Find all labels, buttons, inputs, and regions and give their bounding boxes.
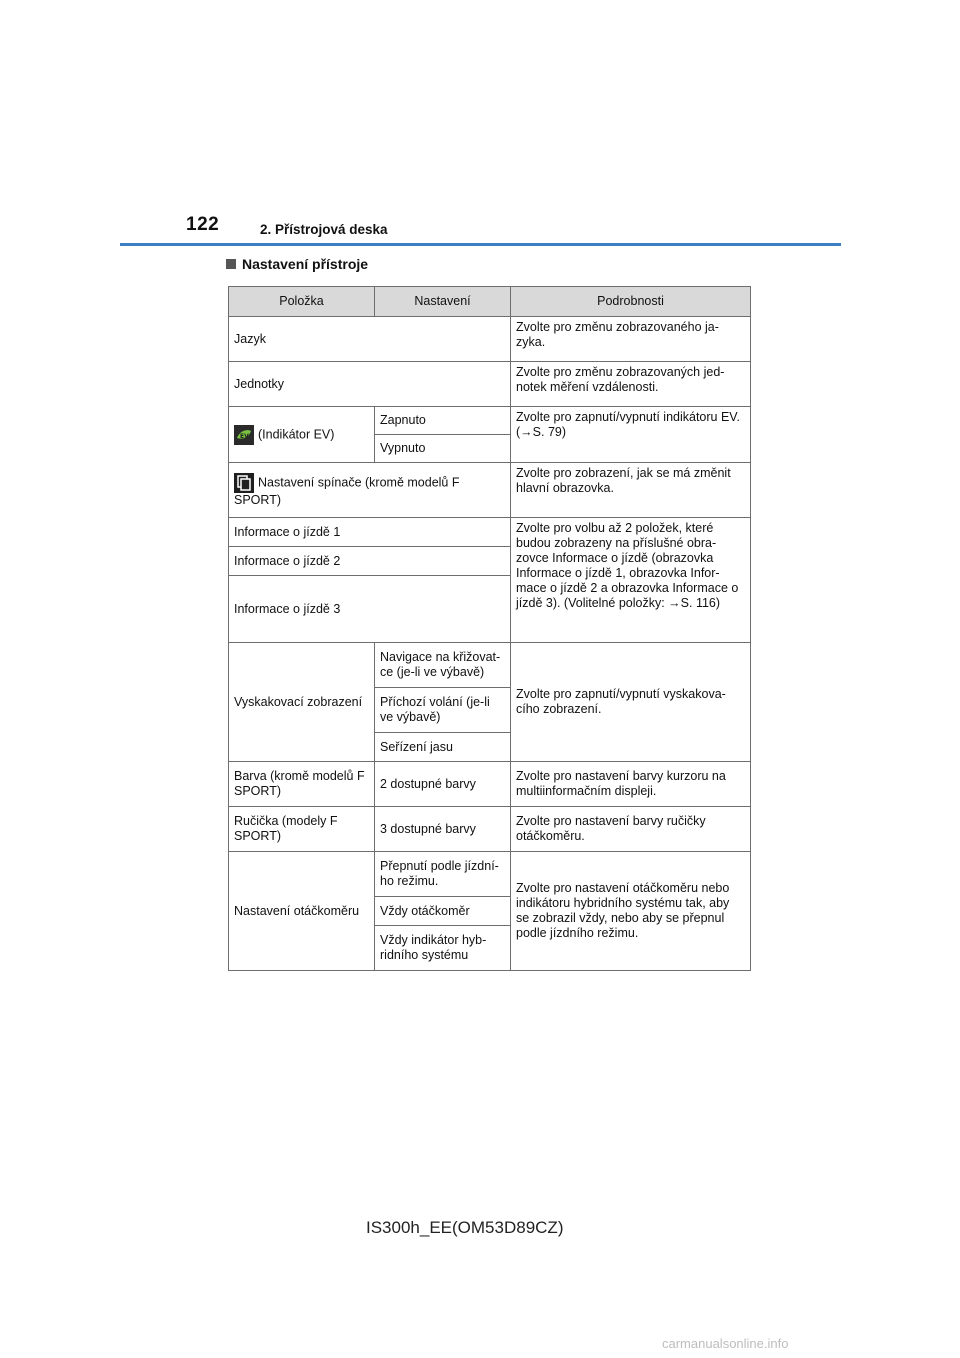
setting-cell: 2 dostupné barvy <box>375 762 511 807</box>
setting-cell: Navigace na křižovat-ce (je-li ve výbavě) <box>375 643 511 688</box>
column-header-item: Položka <box>229 287 375 317</box>
table-row-trip-info-1 <box>229 518 751 547</box>
ev-indicator-icon <box>234 425 254 445</box>
table-row-switch-settings <box>229 463 751 518</box>
svg-text:EV: EV <box>240 432 249 440</box>
details-cell: Zvolte pro zapnutí/vypnutí vyskakova-cího zobrazení. <box>511 643 751 762</box>
details-cell: Zvolte pro nastavení barvy ručičky otáčkoměru. <box>511 807 751 852</box>
item-cell: Jazyk <box>229 317 511 362</box>
details-cell: Zvolte pro nastavení barvy kurzoru na multiinformačním displeji. <box>511 762 751 807</box>
item-cell: Informace o jízdě 3 <box>229 576 511 643</box>
column-header-setting: Nastavení <box>375 287 511 317</box>
header-rule <box>120 243 841 246</box>
item-cell: Vyskakovací zobrazení <box>229 643 375 762</box>
setting-cell: Příchozí volání (je-li ve výbavě) <box>375 688 511 733</box>
page-number: 122 <box>186 214 220 235</box>
setting-cell: Zapnuto <box>375 407 511 435</box>
table-row-tacho-drive-mode <box>229 852 751 897</box>
details-cell: Zvolte pro změnu zobrazovaného ja-zyka. <box>511 317 751 362</box>
item-cell: Nastavení otáčkoměru <box>229 852 375 971</box>
item-cell: Barva (kromě modelů F SPORT) <box>229 762 375 807</box>
table-row-needle <box>229 807 751 852</box>
setting-cell: Vždy otáčkoměr <box>375 897 511 926</box>
settings-table <box>228 286 751 971</box>
table-row-popup-navigation <box>229 643 751 688</box>
ev-indicator-label: (Indikátor EV) <box>258 426 335 441</box>
item-cell <box>229 407 375 463</box>
details-cell: Zvolte pro volbu až 2 položek, které budou zobrazeny na příslušné obra-zovce Informace o jízdě (obrazovka Informace o jízdě 1, obrazovka Infor-mace o jízdě 2 a obrazovka Informace o jízdě 3). (Volitelné položky: →S. 116) <box>511 518 751 643</box>
section-heading <box>226 256 368 272</box>
item-cell <box>229 463 511 518</box>
watermark: carmanualsonline.info <box>662 1336 789 1351</box>
table-row-units <box>229 362 751 407</box>
section-heading-text: Nastavení přístroje <box>242 256 369 272</box>
square-bullet-icon <box>226 259 236 269</box>
column-header-details: Podrobnosti <box>511 287 751 317</box>
document-code: IS300h_EE(OM53D89CZ) <box>366 1218 564 1237</box>
setting-cell: Seřízení jasu <box>375 733 511 762</box>
item-cell: Ručička (modely F SPORT) <box>229 807 375 852</box>
details-cell: Zvolte pro změnu zobrazovaných jed-notek měření vzdálenosti. <box>511 362 751 407</box>
details-cell: Zvolte pro zobrazení, jak se má změnit hlavní obrazovka. <box>511 463 751 518</box>
item-cell: Informace o jízdě 1 <box>229 518 511 547</box>
chapter-title: 2. Přístrojová deska <box>260 222 388 237</box>
setting-cell: Vždy indikátor hyb-ridního systému <box>375 926 511 971</box>
table-row-ev-indicator-on <box>229 407 751 435</box>
setting-cell: 3 dostupné barvy <box>375 807 511 852</box>
table-row-color <box>229 762 751 807</box>
table-row-language <box>229 317 751 362</box>
setting-cell: Vypnuto <box>375 435 511 463</box>
details-cell: Zvolte pro nastavení otáčkoměru nebo indikátoru hybridního systému tak, aby se zobrazil vždy, nebo aby se přepnul podle jízdního režimu. <box>511 852 751 971</box>
switch-settings-label: Nastavení spínače (kromě modelů F SPORT) <box>234 474 460 507</box>
table-header-row <box>229 287 751 317</box>
setting-cell: Přepnutí podle jízdní-ho režimu. <box>375 852 511 897</box>
screen-switch-icon <box>234 473 254 493</box>
item-cell: Jednotky <box>229 362 511 407</box>
details-cell: Zvolte pro zapnutí/vypnutí indikátoru EV. (→S. 79) <box>511 407 751 463</box>
item-cell: Informace o jízdě 2 <box>229 547 511 576</box>
